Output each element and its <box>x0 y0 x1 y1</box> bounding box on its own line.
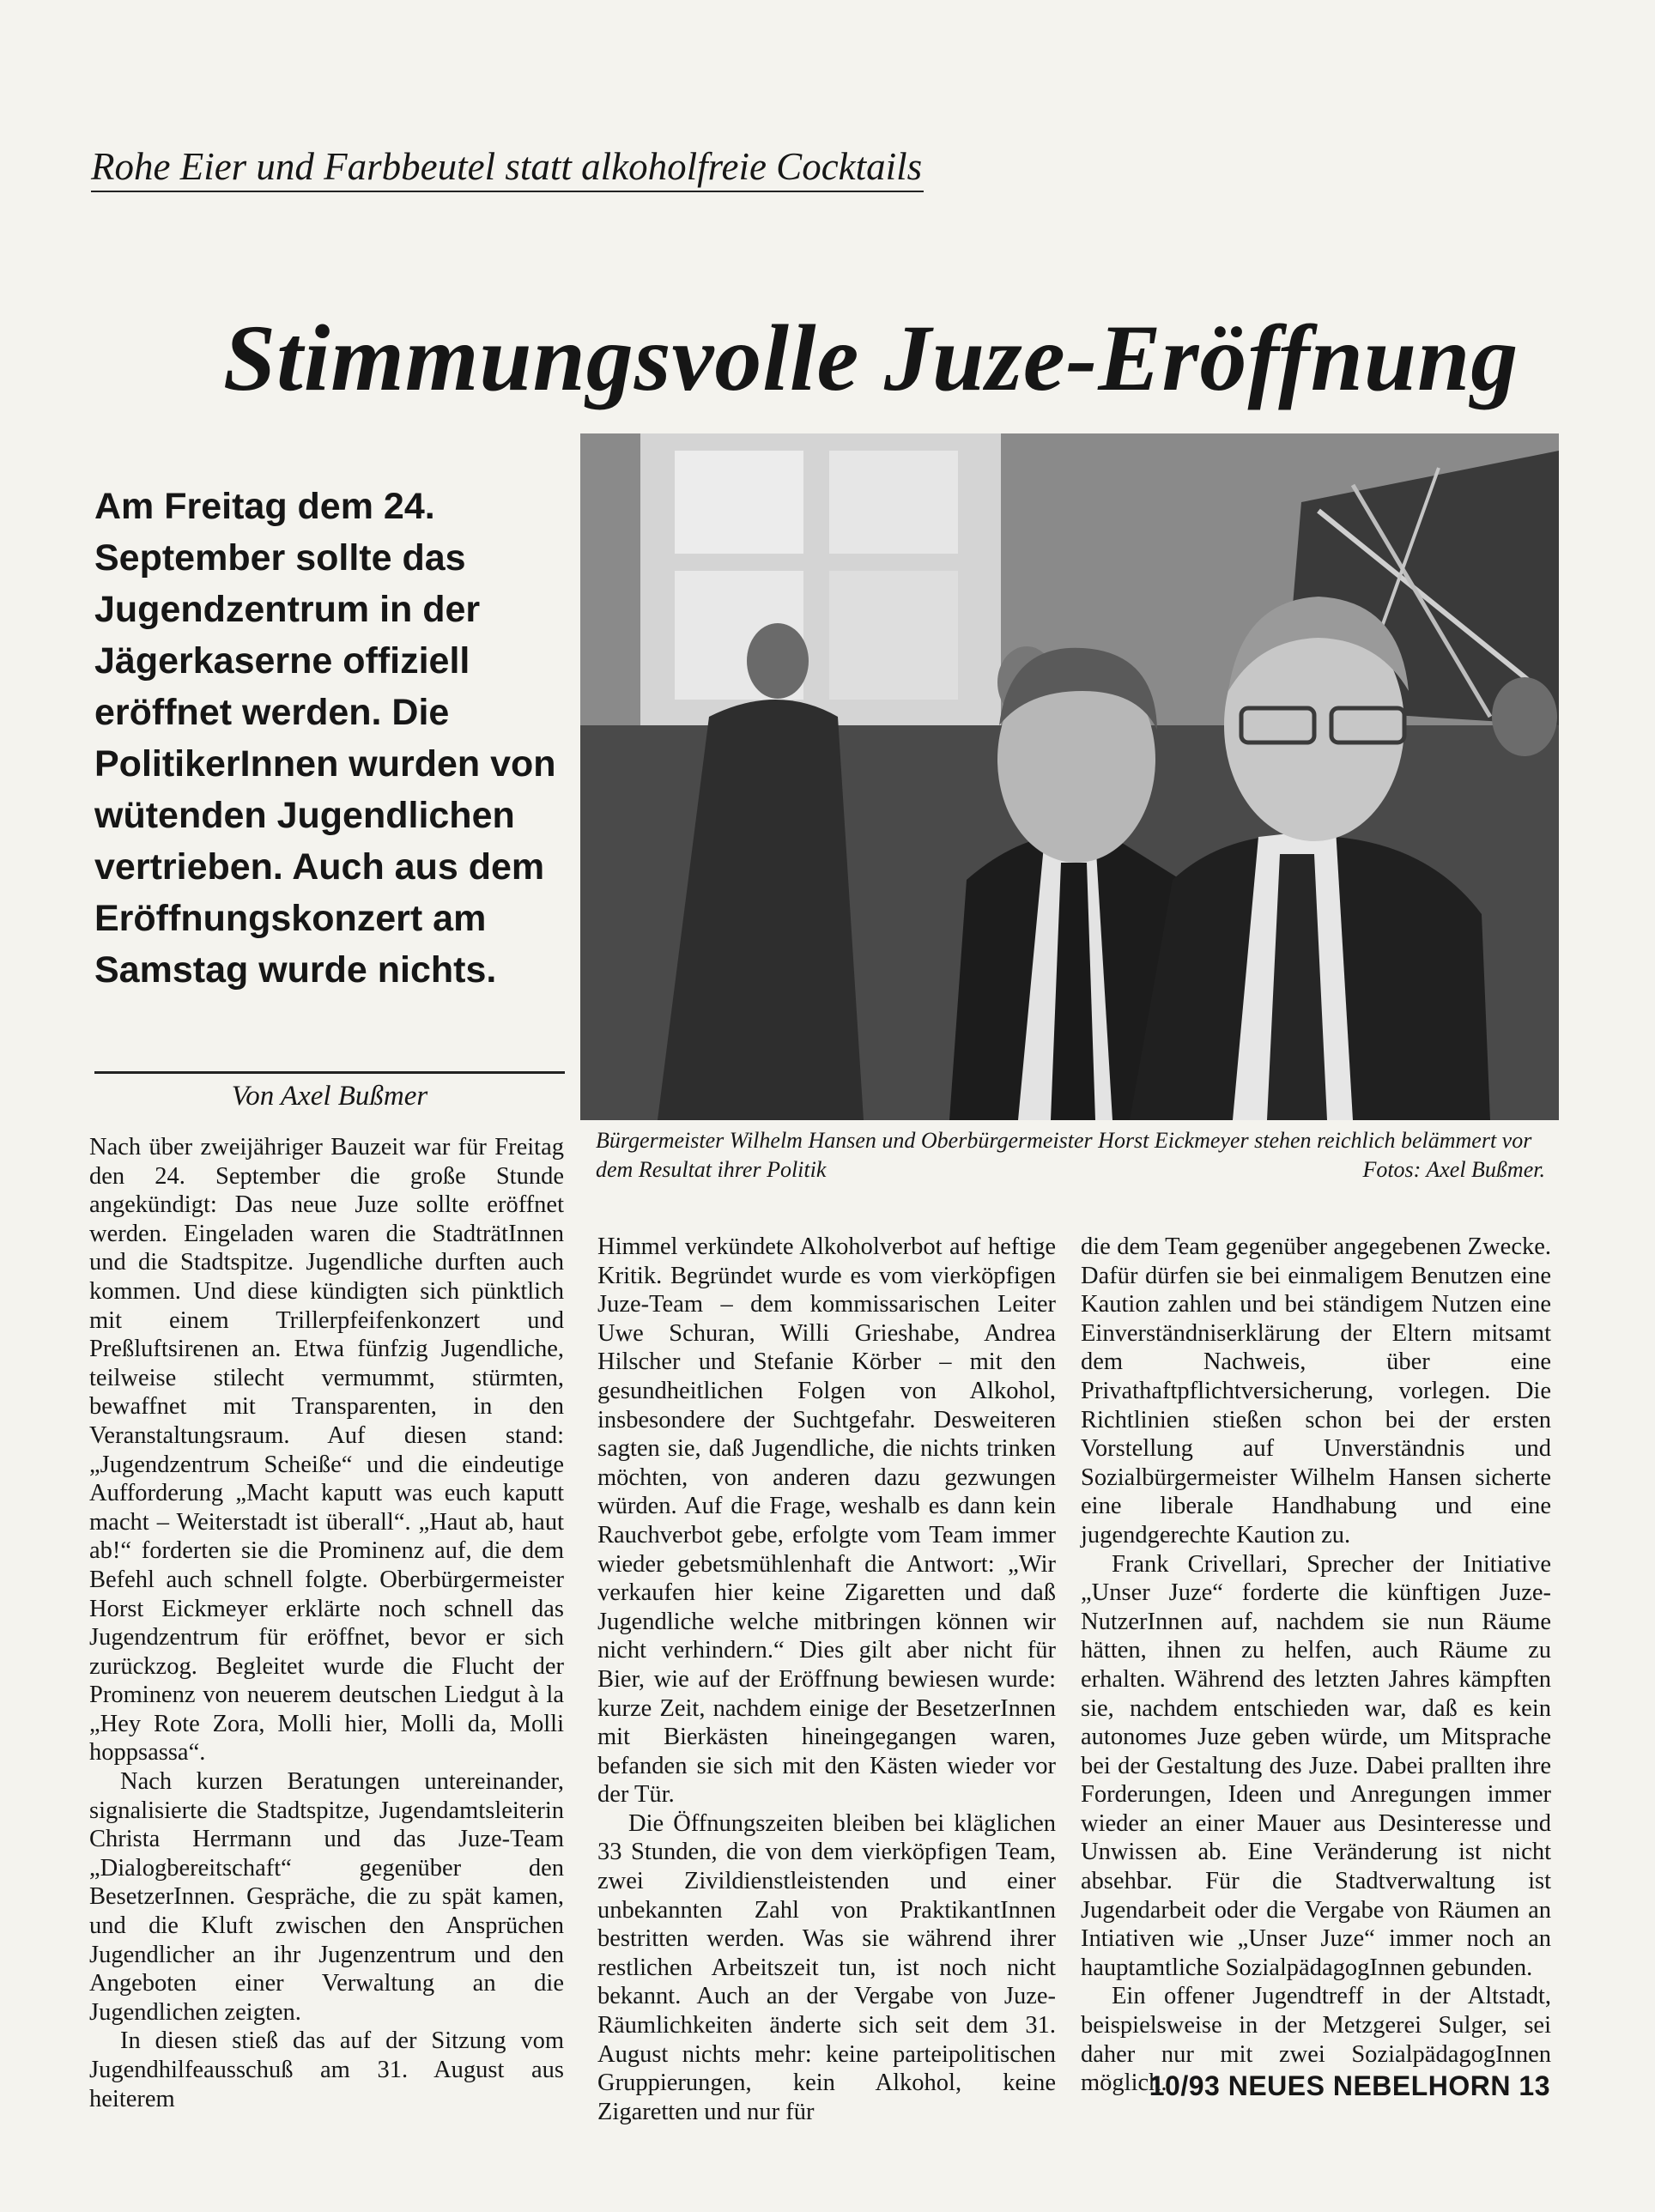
column-3-paragraph-3: Ein offener Jugendtreff in der Altstadt, beispielsweise in der Metzgerei Sulger, sei daher nur mit zwei SozialpädagogInnen möglich. <box>1081 1983 1551 2097</box>
photo-caption <box>596 1126 1545 1185</box>
column-1-paragraph-3: In diesen stieß das auf der Sitzung vom Jugendhilfeausschuß am 31. August aus heiterem <box>89 2027 564 2112</box>
footer-publication: NEUES NEBELHORN <box>1228 2070 1512 2101</box>
page-footer <box>1149 2070 1550 2102</box>
column-3-paragraph-1: die dem Team gegenüber angegebenen Zwecke. Dafür dürfen sie bei einmaligem Benutzen eine Kaution zahlen und bei ständigem Nutzen eine Einverständniserklärung der Eltern mitsamt dem Nachweis, über eine Privathaftpflichtversicherung, vorlegen. Die Richtlinien stießen schon bei der ersten Vorstellung auf Unverständnis und Sozialbürgermeister Wilhelm Hansen sicherte eine liberale Handhabung und eine jugendgerechte Kaution zu. <box>1081 1233 1551 1548</box>
article-column-2 <box>597 1233 1056 2126</box>
article-photo <box>580 433 1559 1120</box>
article-kicker: Rohe Eier und Farbbeutel statt alkoholfreie Cocktails <box>91 142 924 192</box>
article-column-3 <box>1081 1233 1551 2098</box>
column-2-paragraph-1: Himmel verkündete Alkoholverbot auf heftige Kritik. Begründet wurde es vom vierköpfigen Juze-Team – dem kommissarischen Leiter Uwe Schuran, Willi Grieshabe, Andrea Hilscher und Stefanie Körber – mit den gesundheitlichen Folgen von Alkohol, insbesondere der Suchtgefahr. Desweiteren sagten sie, daß Jugendliche, die nichts trinken möchten, von anderen dazu gezwungen würden. Auf die Frage, weshalb es dann kein Rauchverbot gebe, erfolgte vom Team immer wieder gebetsmühlenhaft die Antwort: „Wir verkaufen hier keine Zigaretten und daß Jugendliche welche mitbringen können wir nicht verhindern.“ Dies gilt aber nicht für Bier, wie auf der Eröffnung bewiesen wurde: kurze Zeit, nachdem einige der BesetzerInnen mit Bierkästen hineingegangen waren, befanden sie sich mit den Kästen wieder vor der Tür. <box>597 1233 1056 1809</box>
photo-caption-text: Bürgermeister Wilhelm Hansen und Oberbürgermeister Horst Eickmeyer stehen reichlich belämmert vor dem Resultat ihrer Politik <box>596 1128 1532 1182</box>
photo-credit: Fotos: Axel Bußmer. <box>1362 1157 1545 1182</box>
column-2-paragraph-2: Die Öffnungszeiten bleiben bei kläglichen 33 Stunden, die von dem vierköpfigen Team, zwei Zivildienstleistenden und einer unbekannten Zahl von PraktikantInnen bestritten werden. Was sie während ihrer restlichen Arbeitszeit tun, ist noch nicht bekannt. Auch an der Vergabe von Juze-Räumlichkeiten änderte sich seit dem 31. August nichts mehr: keine parteipolitischen Gruppierungen, kein Alkohol, keine Zigaretten und nur für <box>597 1809 1056 2125</box>
author-byline: Von Axel Bußmer <box>94 1071 565 1113</box>
photo-illustration <box>580 433 1559 1120</box>
footer-issue: 10/93 <box>1149 2070 1221 2101</box>
column-3-paragraph-2: Frank Crivellari, Sprecher der Initiative „Unser Juze“ forderte die künftigen Juze-NutzerInnen auf, nachdem sie nun Räume hätten, ihnen zu helfen, auch Räume zu erhalten. Während des letzten Jahres kämpften sie, nachdem entschieden war, daß es kein autonomes Juze geben würde, um Mitsprache bei der Gestaltung des Juze. Dabei prallten ihre Forderungen, Ideen und Anregungen immer wieder an einer Mauer aus Desinteresse und Unwissen ab. Eine Veränderung ist nicht absehbar. Für die Stadtverwaltung ist Jugendarbeit oder die Vergabe von Räumen an Intiativen wie „Unser Juze“ immer noch an hauptamtliche SozialpädagogInnen gebunden. <box>1081 1550 1551 1981</box>
column-1-paragraph-2: Nach kurzen Beratungen untereinander, signalisierte die Stadtspitze, Jugendamtsleiterin Christa Herrmann und das Juze-Team „Dialogbereitschaft“ gegenüber den BesetzerInnen. Gespräche, die zu spät kamen, und die Kluft zwischen den Ansprüchen Jugendlicher an ihr Jugenzentrum und den Angeboten einer Verwaltung an die Jugendlichen zeigten. <box>89 1768 564 2026</box>
column-1-paragraph-1: Nach über zweijähriger Bauzeit war für Freitag den 24. September die große Stunde angekündigt: Das neue Juze sollte eröffnet werden. Eingeladen waren die StadträtInnen und die Stadtspitze. Jugendliche durften auch kommen. Und diese kündigten sich pünktlich mit einem Trillerpfeifenkonzert und Preßluftsirenen an. Etwa fünfzig Jugendliche, teilweise stilecht vermummt, stürmten, bewaffnet mit Transparenten, in den Veranstaltungsraum. Auf diesen stand: „Jugendzentrum Scheiße“ und die eindeutige Aufforderung „Macht kaputt was euch kaputt macht – Weiterstadt ist überall“. „Haut ab, haut ab!“ forderten sie die Prominenz auf, die dem Befehl auch schnell folgte. Oberbürgermeister Horst Eickmeyer erklärte noch schnell das Jugendzentrum für eröffnet, bevor er sich zurückzog. Begleitet wurde die Flucht der Prominenz von neuerem deutschen Liedgut à la „Hey Rote Zora, Molli hier, Molli da, Molli hoppsassa“. <box>89 1134 564 1767</box>
article-column-1 <box>89 1133 564 2113</box>
article-headline: Stimmungsvolle Juze-Eröffnung <box>223 306 1519 410</box>
article-lead: Am Freitag dem 24. September sollte das Jugendzentrum in der Jägerkaserne offiziell eröffnet werden. Die PolitikerInnen wurden von wütenden Jugendlichen vertrieben. Auch aus dem Eröffnungskonzert am Samstag wurde nichts. <box>94 486 556 991</box>
footer-page-number: 13 <box>1519 2070 1550 2101</box>
